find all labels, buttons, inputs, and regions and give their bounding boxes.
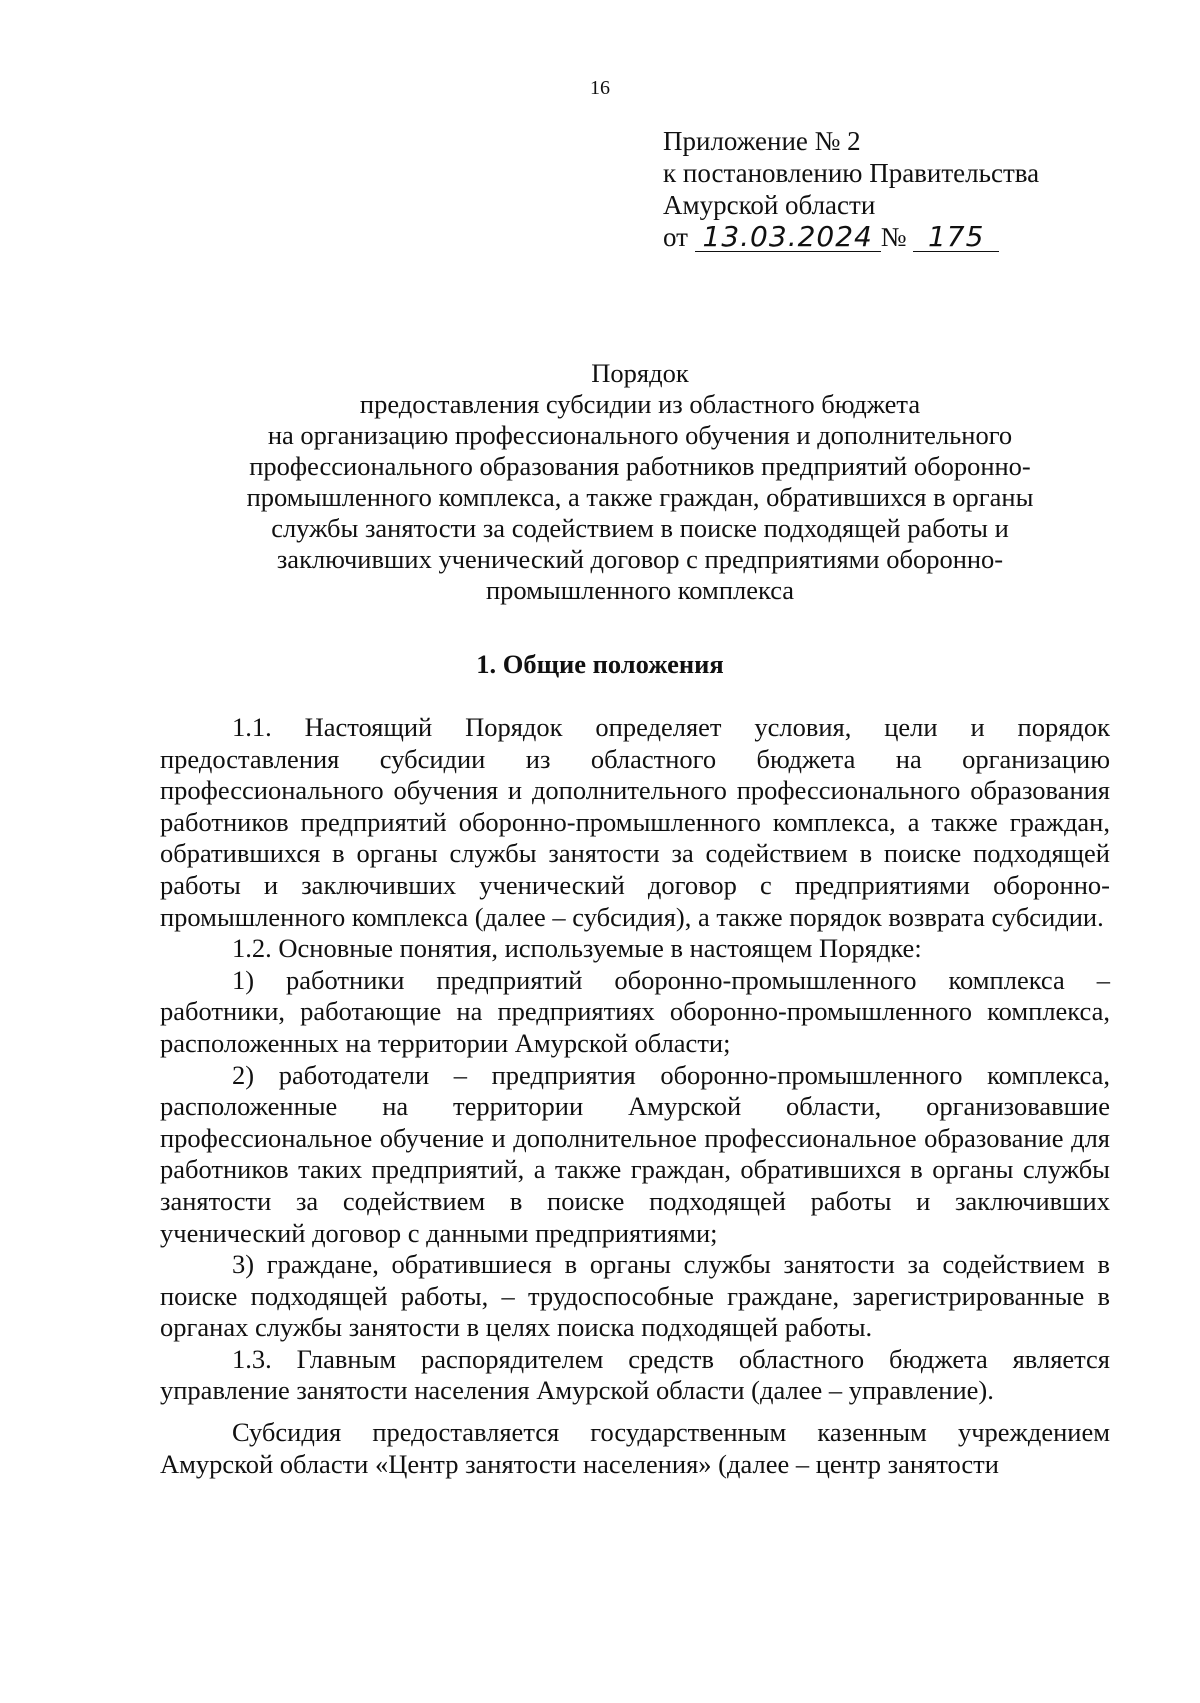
appendix-line-3: Амурской области [663, 190, 876, 220]
title-line: промышленного комплекса, а также граждан, обратившихся в органы [246, 482, 1034, 512]
handwritten-number: 175 [913, 223, 999, 252]
number-label: № [880, 222, 907, 252]
title-line: на организацию профессионального обучения и дополнительного [267, 420, 1013, 450]
paragraph: 1.3. Главным распорядителем средств областного бюджета является управление занятости населения Амурской области (далее – управление). [160, 1343, 1110, 1406]
paragraph: 1.1. Настоящий Порядок определяет условия, цели и порядок предоставления субсидии из областного бюджета на организацию профессионального обучения и дополнительного профессионального образования работников предприятий оборонно-промышленного комплекса, а также граждан, обратившихся в органы службы занятости за содействием в поиске подходящей работы и заключивших ученический договор с предприятиями оборонно-промышленного комплекса (далее – субсидия), а также порядок возврата субсидии. [160, 712, 1110, 932]
handwritten-date: 13.03.2024 [695, 223, 881, 252]
title-line: предоставления субсидии из областного бюджета [359, 389, 921, 419]
paragraph: 1) работники предприятий оборонно-промышленного комплекса – работники, работающие на предприятиях оборонно-промышленного комплекса, расположенных на территории Амурской области; [160, 964, 1110, 1058]
document-title [160, 358, 1120, 606]
appendix-line-2: к постановлению Правительства [663, 158, 1040, 188]
title-line: заключивших ученический договор с предприятиями оборонно- [276, 544, 1004, 574]
title-line: промышленного комплекса [485, 575, 795, 605]
paragraph: 3) граждане, обратившиеся в органы службы занятости за содействием в поиске подходящей работы, – трудоспособные граждане, зарегистрированные в органах службы занятости в целях поиска подходящей работы. [160, 1249, 1110, 1343]
page-number: 16 [590, 77, 610, 99]
appendix-block [663, 125, 1103, 253]
paragraph: Субсидия предоставляется государственным казенным учреждением Амурской области «Центр занятости населения» (далее – центр занятости [160, 1417, 1110, 1479]
title-line: службы занятости за содействием в поиске подходящей работы и [271, 513, 1009, 543]
paragraph: 1.2. Основные понятия, используемые в настоящем Порядке: [232, 933, 922, 964]
title-line: профессионального образования работников предприятий оборонно- [249, 451, 1031, 481]
title-heading: Порядок [591, 358, 689, 388]
section-heading: 1. Общие положения [476, 649, 724, 679]
appendix-line-1: Приложение № 2 [663, 126, 861, 156]
section-body [160, 712, 1110, 1480]
from-label: от [663, 222, 688, 252]
appendix-date-line [663, 221, 1103, 253]
paragraph: 2) работодатели – предприятия оборонно-промышленного комплекса, расположенные на территории Амурской области, организовавшие профессиональное обучение и дополнительное профессиональное образование для работников таких предприятий, а также граждан, обратившихся в органы службы занятости за содействием в поиске подходящей работы и заключивших ученический договор с данными предприятиями; [160, 1059, 1110, 1248]
